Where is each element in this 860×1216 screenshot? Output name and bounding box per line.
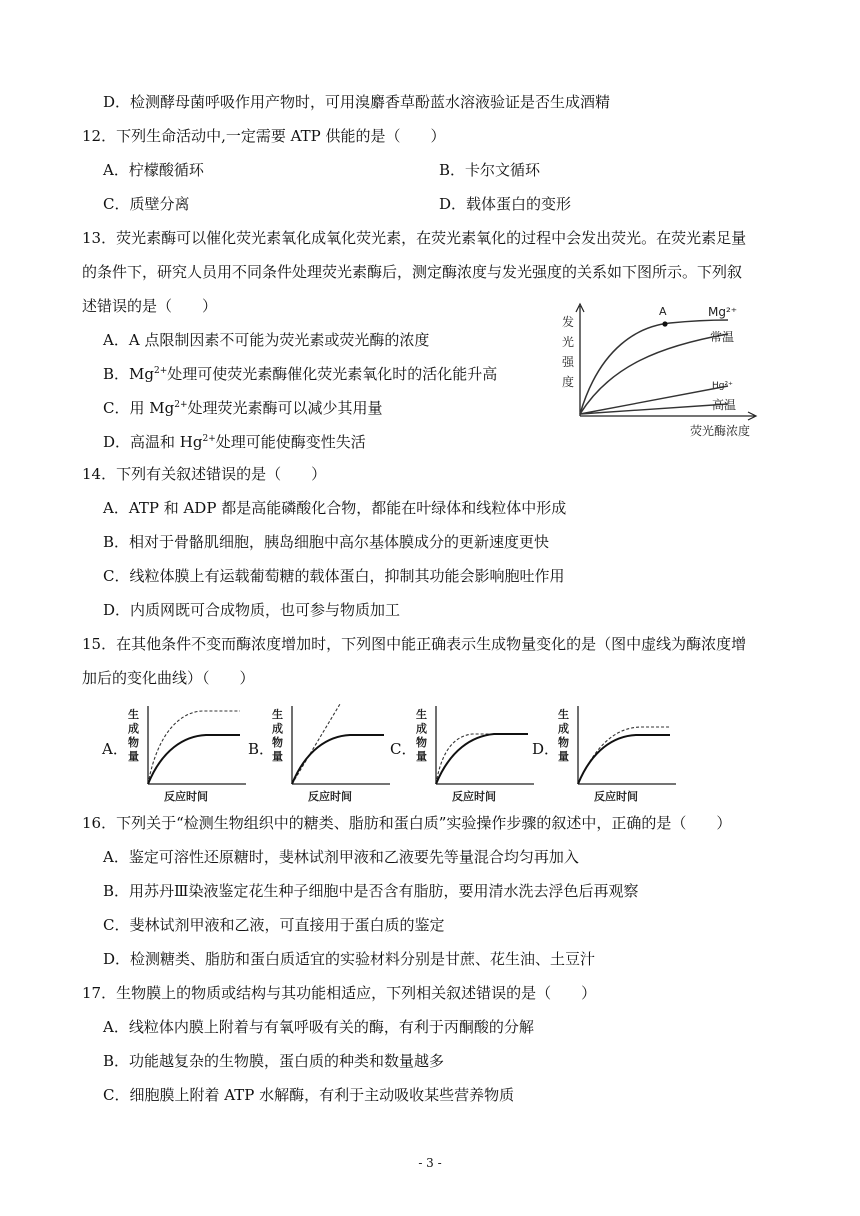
svg-text:量: 量 [416, 750, 427, 763]
svg-text:成: 成 [128, 722, 139, 735]
q15-graph-b [266, 700, 396, 804]
svg-text:生: 生 [416, 708, 427, 721]
q16-stem: 16．下列关于“检测生物组织中的糖类、脂肪和蛋白质”实验操作步骤的叙述中，正确的是（ ） [82, 814, 732, 832]
q14-stem: 14．下列有关叙述错误的是（ ） [82, 465, 327, 483]
svg-text:量: 量 [272, 750, 283, 763]
q13-figure [550, 296, 770, 446]
q15-label-d: D． [532, 740, 560, 758]
svg-text:生: 生 [272, 708, 283, 721]
q13-series-label: Mg²⁺ [708, 305, 738, 319]
q15-stem-line1: 15．在其他条件不变而酶浓度增加时，下列图中能正确表示生成物量变化的是（图中虚线为酶浓度增 [82, 635, 747, 653]
q15-a-solid-curve [148, 735, 240, 784]
q13-ylabel-char: 光 [562, 335, 575, 349]
q15-label-a: A． [102, 740, 128, 758]
svg-text:反应时间: 反应时间 [452, 790, 496, 803]
q12-option-b: B．卡尔文循环 [439, 161, 541, 179]
q13-xlabel: 荧光酶浓度 [690, 424, 751, 438]
q12-option-d: D．载体蛋白的变形 [439, 195, 572, 213]
q13-option-b: B．$Mg^{2+}$处理可使荧光素酶催化荧光素氧化时的活化能升高 [103, 365, 498, 383]
svg-text:生: 生 [128, 708, 139, 721]
q11-option-d: D．检测酵母菌呼吸作用产物时，可用溴麝香草酚蓝水溶液验证是否生成酒精 [103, 93, 611, 111]
q15-a-dashed-curve [148, 711, 240, 784]
q15-b-solid-curve [292, 735, 384, 784]
q14-option-b: B．相对于骨骼肌细胞，胰岛细胞中高尔基体膜成分的更新速度更快 [103, 533, 550, 551]
q13-curve-hg [580, 386, 728, 414]
q13-curve-hightemp [580, 404, 728, 414]
q13-stem-line3: 述错误的是（ ） [82, 297, 218, 315]
q13-ylabel-char: 发 [562, 315, 575, 329]
q14-option-a: A．ATP 和 ADP 都是高能磷酸化合物，都能在叶绿体和线粒体中形成 [103, 499, 567, 517]
svg-text:反应时间: 反应时间 [308, 790, 352, 803]
q13-curve-normal [580, 334, 728, 414]
q13-option-d: D．高温和 $Hg^{2+}$处理可能使酶变性失活 [103, 433, 366, 451]
q15-label-b: B． [248, 740, 275, 758]
q15-graph-d [552, 700, 682, 804]
q13-option-c: C．用 $Mg^{2+}$处理荧光素酶可以减少其用量 [103, 399, 383, 417]
q12-option-a: A．柠檬酸循环 [103, 161, 204, 179]
q15-c-solid-curve [436, 734, 528, 784]
q12-option-c: C．质壁分离 [103, 195, 190, 213]
q13-ylabel-char: 度 [562, 375, 575, 389]
q17-option-b: B．功能越复杂的生物膜，蛋白质的种类和数量越多 [103, 1052, 445, 1070]
svg-text:成: 成 [416, 722, 427, 735]
svg-text:量: 量 [558, 750, 569, 763]
q13-point-label: A [659, 305, 667, 318]
q16-option-d: D．检测糖类、脂肪和蛋白质适宜的实验材料分别是甘蔗、花生油、土豆汁 [103, 950, 596, 968]
svg-text:反应时间: 反应时间 [164, 790, 208, 803]
svg-text:生: 生 [558, 708, 569, 721]
q15-d-solid-curve [578, 735, 670, 784]
q13-ylabel-char: 强 [562, 355, 575, 369]
svg-text:物: 物 [416, 736, 427, 749]
q16-option-a: A．鉴定可溶性还原糖时，斐林试剂甲液和乙液要先等量混合均匀再加入 [103, 848, 579, 866]
q14-option-c: C．线粒体膜上有运载葡萄糖的载体蛋白，抑制其功能会影响胞吐作用 [103, 567, 565, 585]
q17-stem: 17．生物膜上的物质或结构与其功能相适应，下列相关叙述错误的是（ ） [82, 984, 597, 1002]
svg-text:物: 物 [558, 736, 569, 749]
q13-series-label: 高温 [712, 398, 737, 412]
q17-option-c: C．细胞膜上附着 ATP 水解酶，有利于主动吸收某些营养物质 [103, 1086, 515, 1104]
svg-text:成: 成 [558, 722, 569, 735]
q14-option-d: D．内质网既可合成物质，也可参与物质加工 [103, 601, 401, 619]
q13-point-a [662, 321, 667, 326]
q13-option-a: A．A 点限制因素不可能为荧光素或荧光酶的浓度 [103, 331, 430, 349]
q13-ylabel [562, 314, 575, 389]
q15-stem-line2: 加后的变化曲线）（ ） [82, 669, 255, 687]
page-number: - 3 - [418, 1156, 442, 1170]
q12-stem: 12．下列生命活动中,一定需要 ATP 供能的是（ ） [82, 127, 446, 145]
q15-label-c: C． [390, 740, 417, 758]
q16-option-c: C．斐林试剂甲液和乙液，可直接用于蛋白质的鉴定 [103, 916, 445, 934]
svg-text:成: 成 [272, 722, 283, 735]
svg-text:物: 物 [272, 736, 283, 749]
svg-text:反应时间: 反应时间 [594, 790, 638, 803]
q13-stem-line1: 13．荧光素酶可以催化荧光素氧化成氧化荧光素，在荧光素氧化的过程中会发出荧光。在荧光素足量 [82, 229, 747, 247]
q15-graph-a [122, 700, 252, 804]
q15-b-dashed-curve [292, 704, 340, 784]
svg-text:物: 物 [128, 736, 139, 749]
q13-series-label: Hg²⁺ [712, 381, 733, 391]
q17-option-a: A．线粒体内膜上附着与有氧呼吸有关的酶，有利于丙酮酸的分解 [103, 1018, 534, 1036]
q16-option-b: B．用苏丹Ⅲ染液鉴定花生种子细胞中是否含有脂肪，要用清水洗去浮色后再观察 [103, 882, 639, 900]
q13-series-label: 常温 [710, 330, 735, 344]
svg-text:量: 量 [128, 750, 139, 763]
q15-graph-c [410, 700, 540, 804]
q13-stem-line2: 的条件下，研究人员用不同条件处理荧光素酶后，测定酶浓度与发光强度的关系如下图所示。下列叙 [82, 263, 743, 281]
